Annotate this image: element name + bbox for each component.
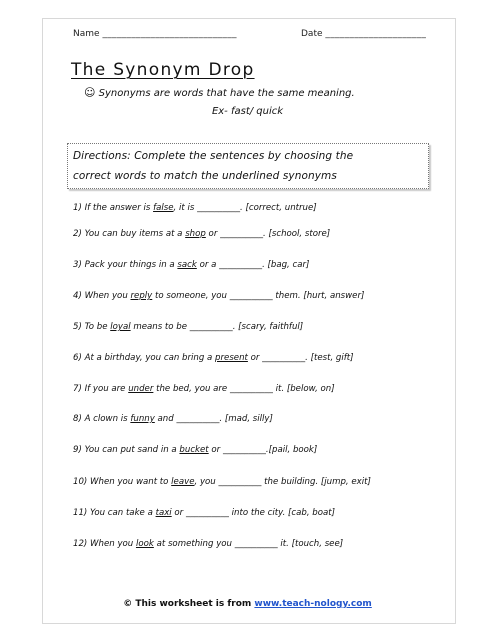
question-number: 11) — [73, 508, 88, 518]
question-number: 10) — [73, 477, 88, 487]
question-text-pre: When you — [84, 291, 131, 301]
question-item — [73, 539, 343, 549]
question-item — [73, 477, 371, 487]
footer-credit — [0, 599, 495, 609]
question-item — [73, 508, 335, 518]
question-text-pre: You can take a — [90, 508, 156, 518]
smiley-icon: ☺ — [84, 86, 96, 99]
question-text-post: or __________.[pail, book] — [208, 445, 318, 455]
question-text-pre: A clown is — [84, 414, 131, 424]
question-number: 6) — [73, 353, 82, 363]
question-underlined-word: present — [215, 353, 248, 363]
question-text-post: or __________ into the city. [cab, boat] — [171, 508, 335, 518]
question-text-post: to someone, you __________ them. [hurt, answer] — [152, 291, 365, 301]
question-underlined-word: reply — [130, 291, 153, 301]
footer-link[interactable]: www.teach-nology.com — [254, 599, 372, 609]
question-text-pre: To be — [84, 322, 111, 332]
intro-definition — [84, 86, 355, 99]
question-underlined-word: loyal — [110, 322, 131, 332]
question-number: 1) — [73, 203, 82, 213]
question-text-post: or __________. [test, gift] — [247, 353, 354, 363]
directions-line2: correct words to match the underlined synonyms — [73, 170, 337, 182]
question-underlined-word: look — [135, 539, 154, 549]
question-text-pre: Pack your things in a — [84, 260, 178, 270]
question-number: 8) — [73, 414, 82, 424]
question-item — [73, 229, 330, 239]
question-item — [73, 445, 317, 455]
question-item — [73, 353, 354, 363]
question-text-post: or __________. [school, store] — [205, 229, 331, 239]
question-item — [73, 203, 317, 213]
name-blank: ____________________________ — [102, 29, 237, 39]
question-underlined-word: sack — [177, 260, 197, 270]
intro-example: Ex- fast/ quick — [211, 106, 284, 117]
question-text-post: or a __________. [bag, car] — [196, 260, 310, 270]
question-underlined-word: funny — [130, 414, 155, 424]
question-text-post: , it is __________. [correct, untrue] — [173, 203, 317, 213]
date-blank: _____________________ — [325, 29, 427, 39]
date-label: Date — [301, 29, 323, 39]
question-text-post: , you __________ the building. [jump, exit] — [194, 477, 371, 487]
date-field — [301, 29, 426, 39]
question-text-pre: You can buy items at a — [84, 229, 186, 239]
question-underlined-word: leave — [171, 477, 195, 487]
question-number: 2) — [73, 229, 82, 239]
directions-box — [67, 143, 429, 189]
question-number: 7) — [73, 384, 82, 394]
question-number: 12) — [73, 539, 88, 549]
question-underlined-word: bucket — [179, 445, 209, 455]
question-underlined-word: taxi — [155, 508, 172, 518]
question-underlined-word: under — [128, 384, 154, 394]
question-number: 4) — [73, 291, 82, 301]
question-item — [73, 260, 309, 270]
footer-text: © This worksheet is from — [123, 599, 255, 609]
question-number: 3) — [73, 260, 82, 270]
intro-line1: Synonyms are words that have the same meaning. — [98, 88, 355, 99]
directions-line1: Directions: Complete the sentences by choosing the — [73, 150, 354, 162]
question-underlined-word: shop — [185, 229, 206, 239]
name-field — [73, 29, 237, 39]
question-text-pre: If you are — [84, 384, 129, 394]
name-label: Name — [73, 29, 100, 39]
question-item — [73, 291, 364, 301]
question-underlined-word: false — [153, 203, 174, 213]
question-text-pre: When you want to — [90, 477, 172, 487]
question-item — [73, 384, 335, 394]
question-text-post: at something you __________ it. [touch, see] — [153, 539, 344, 549]
question-item — [73, 414, 273, 424]
question-text-post: the bed, you are __________ it. [below, on] — [153, 384, 335, 394]
question-text-post: and __________. [mad, silly] — [154, 414, 273, 424]
question-number: 9) — [73, 445, 82, 455]
question-number: 5) — [73, 322, 82, 332]
page-title: The Synonym Drop — [71, 60, 255, 80]
question-text-post: means to be __________. [scary, faithful] — [130, 322, 304, 332]
question-text-pre: If the answer is — [84, 203, 154, 213]
question-item — [73, 322, 303, 332]
question-text-pre: When you — [90, 539, 136, 549]
question-text-pre: At a birthday, you can bring a — [84, 353, 216, 363]
question-text-pre: You can put sand in a — [84, 445, 180, 455]
